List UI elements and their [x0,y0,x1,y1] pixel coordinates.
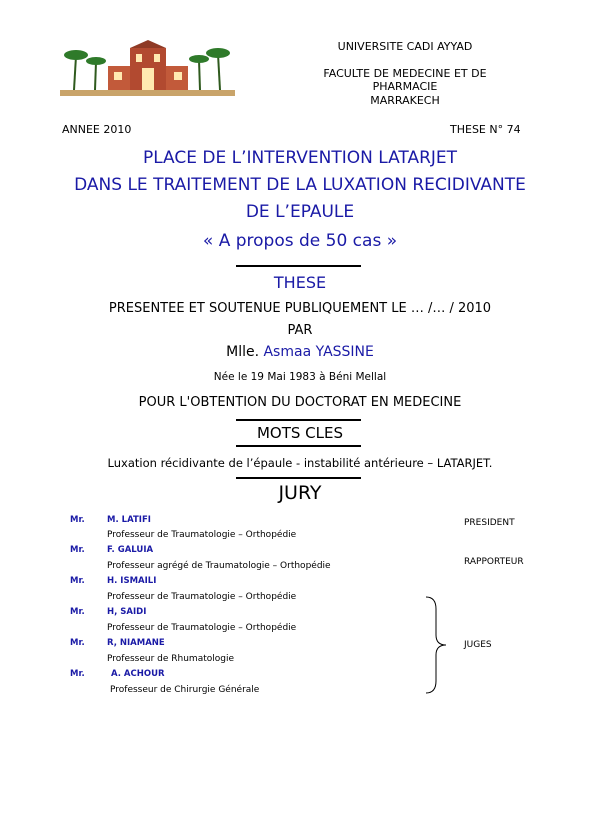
keywords-text: Luxation récidivante de l’épaule - instabilité antérieure – LATARJET. [107,456,493,470]
jury-title: Mr. [70,669,85,679]
birth-info: Née le 19 Mai 1983 à Béni Mellal [213,371,387,383]
keywords-heading: MOTS CLES [256,424,344,442]
these-heading: THESE [273,273,327,292]
jury-heading: JURY [278,482,322,504]
par-label: PAR [287,323,313,338]
jury-role: Professeur de Chirurgie Générale [110,685,260,695]
title-line-1: PLACE DE L’INTERVENTION LATARJET [142,148,458,168]
jury-name: F. GALUIA [107,545,154,555]
year: ANNEE 2010 [62,123,132,136]
jury-name: A. ACHOUR [111,669,165,679]
title-line-3: DE L’EPAULE [245,202,355,222]
jury-role: Professeur de Traumatologie – Orthopédie [107,530,297,540]
jury-role: Professeur de Traumatologie – Orthopédie [107,623,297,633]
jury-title: Mr. [70,576,85,586]
jury-title: Mr. [70,607,85,617]
university-name: UNIVERSITE CADI AYYAD [337,40,473,53]
presented-line: PRESENTEE ET SOUTENUE PUBLIQUEMENT LE … /… / 2010 [108,301,492,316]
jury-name: H. ISMAILI [107,576,157,586]
author-name: Asmaa YASSINE [263,344,374,360]
title-line-4: « A propos de 50 cas » [202,231,398,251]
jury-role: Professeur de Rhumatologie [107,654,235,664]
faculty-name: FACULTE DE MEDECINE ET DE PHARMACIE [323,67,487,93]
divider [236,477,361,479]
function-rapporteur: RAPPORTEUR [464,557,524,567]
jury-role: Professeur agrégé de Traumatologie – Orthopédie [107,561,331,571]
jury-role: Professeur de Traumatologie – Orthopédie [107,592,297,602]
author-line [0,344,600,360]
function-juges: JUGES [464,640,492,650]
divider [236,419,361,421]
city-name: MARRAKECH [370,94,440,107]
jury-name: M. LATIFI [107,515,151,525]
function-president: PRESIDENT [464,518,515,528]
jury-title: Mr. [70,545,85,555]
jury-title: Mr. [70,638,85,648]
jury-name: H, SAIDI [107,607,147,617]
jury-title: Mr. [70,515,85,525]
right-brace-icon [424,595,450,695]
title-line-2: DANS LE TRAITEMENT DE LA LUXATION RECIDIVANTE [74,175,526,195]
divider [236,265,361,267]
divider [236,445,361,447]
faculty-logo [60,38,235,100]
author-prefix: Mlle. [226,344,260,360]
thesis-number: THESE N° 74 [450,123,521,136]
jury-name: R, NIAMANE [107,638,165,648]
degree-purpose: POUR L'OBTENTION DU DOCTORAT EN MEDECINE [138,395,462,410]
